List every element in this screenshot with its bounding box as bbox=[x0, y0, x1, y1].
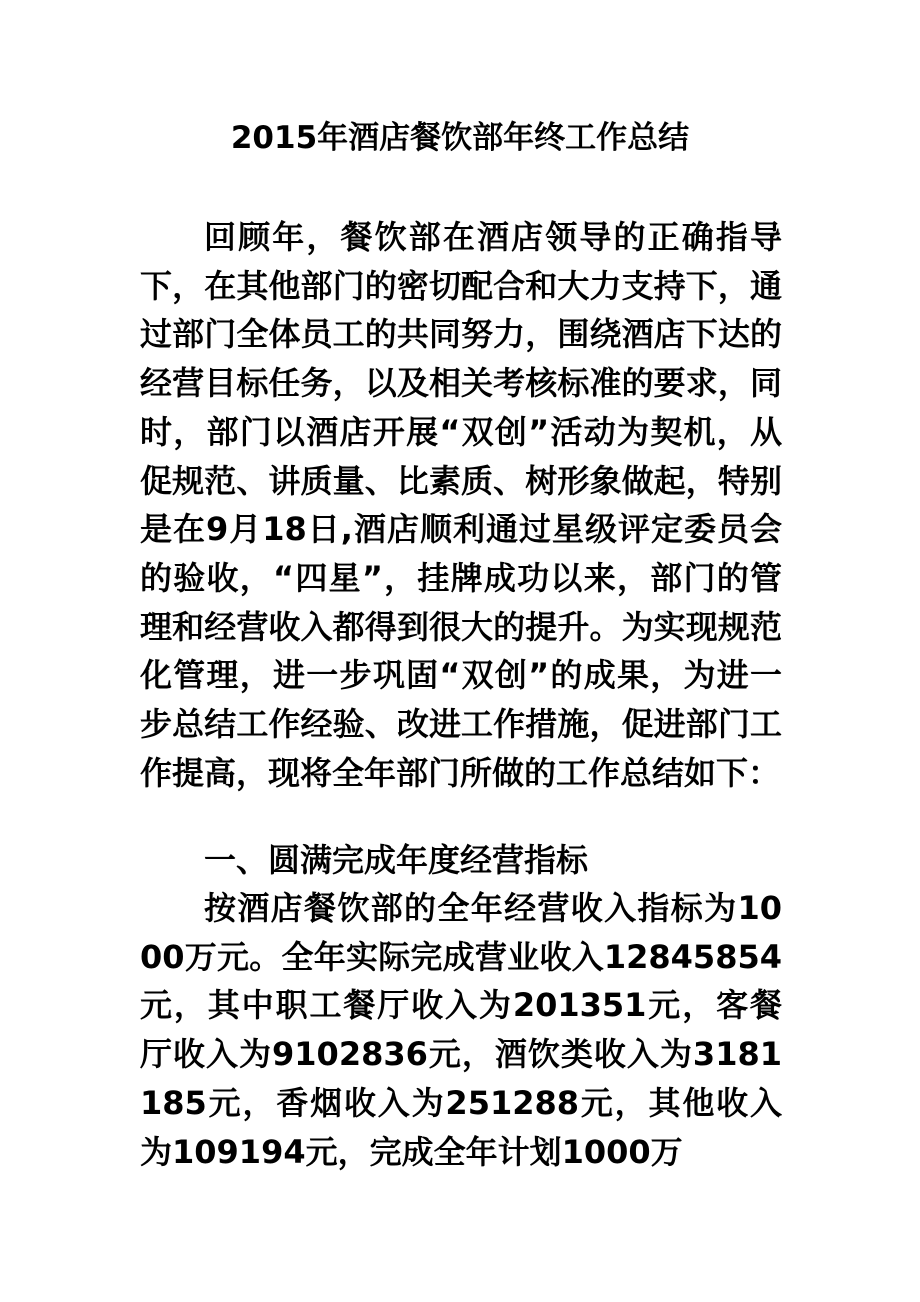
section-heading-annual-targets: 一、圆满完成年度经营指标 bbox=[204, 841, 589, 879]
document-title: 2015年酒店餐饮部年终工作总结 bbox=[230, 120, 690, 156]
paragraph-review: 回顾年，餐饮部在酒店领导的正确指导下，在其他部门的密切配合和大力支持下，通过部门全体员工的共同努力，围绕酒店下达的经营目标任务，以及相关考核标准的要求，同时，部门以酒店开展“双创”活动为契机，从促规范、讲质量、比素质、树形象做起，特别是在9月18日,酒店顺利通过星级评定委员会的验收，“四星”，挂牌成功以来，部门的管理和经营收入都得到很大的提升。为实现规范化管理，进一步巩固“双创”的成果，为进一步总结工作经验、改进工作措施，促进部门工作提高，现将全年部门所做的工作总结如下： bbox=[140, 218, 782, 792]
paragraph-revenue: 按酒店餐饮部的全年经营收入指标为1000万元。全年实际完成营业收入12845854元，其中职工餐厅收入为201351元，客餐厅收入为9102836元，酒饮类收入为3181185元，香烟收入为251288元，其他收入为109194元，完成全年计划1000万 bbox=[140, 889, 782, 1171]
